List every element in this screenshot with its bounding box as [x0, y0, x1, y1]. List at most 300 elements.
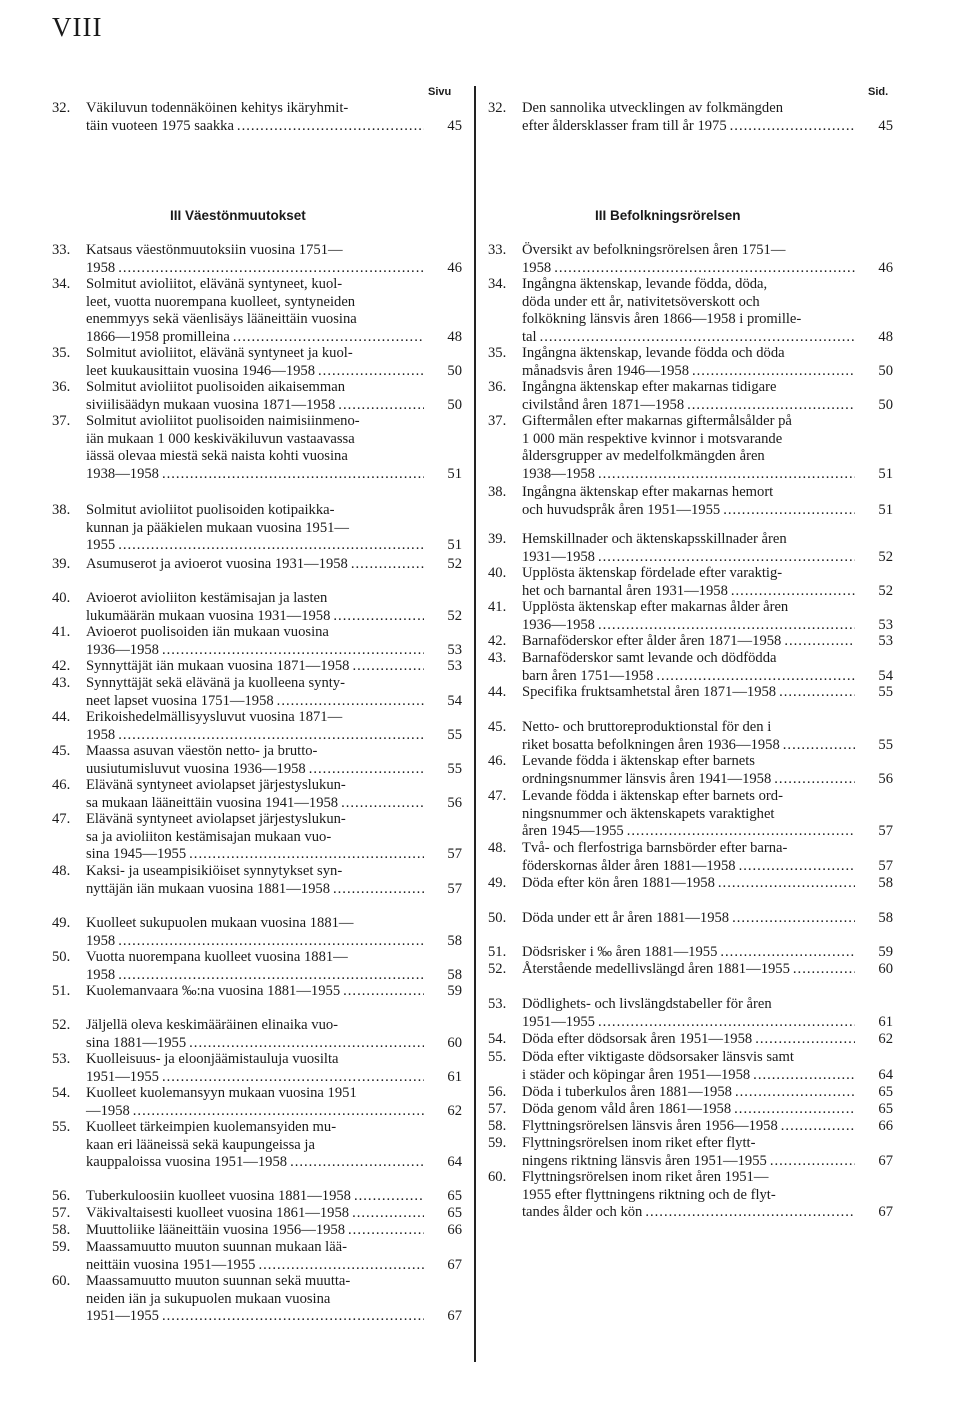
entry-title-line: neet lapset vuosina 1751—1958 [86, 692, 274, 709]
entry-page-number: 62 [447, 1102, 462, 1119]
dot-leader [732, 910, 855, 928]
entry-page-number: 67 [878, 1204, 893, 1220]
entry-title-line: iässä olevaa miestä sekä naista kohti vuosina [86, 448, 348, 464]
entry-number: 55. [52, 1119, 71, 1135]
toc-entry [52, 1239, 462, 1274]
dot-leader [554, 260, 855, 278]
entry-page-number: 59 [878, 944, 893, 960]
entry-page-number: 55 [878, 736, 893, 753]
dot-leader [133, 1103, 424, 1121]
entry-number: 47. [488, 788, 507, 804]
entry-page-number: 48 [447, 328, 462, 345]
entry-number: 36. [488, 379, 507, 395]
dot-leader [784, 633, 855, 651]
dot-leader [720, 944, 855, 962]
entry-title-line: Döda genom våld åren 1861—1958 [522, 1101, 732, 1117]
entry-page-number: 50 [878, 362, 893, 379]
entry-number: 37. [52, 413, 71, 429]
entry-title-line: Barnaföderskor efter ålder åren 1871—1958 [522, 633, 782, 649]
toc-entry [52, 811, 462, 864]
entry-title-line: Kuolleet sukupuolen mukaan vuosina 1881— [86, 915, 354, 931]
entry-number: 60. [52, 1273, 71, 1289]
toc-entry [488, 1169, 893, 1222]
entry-page-number: 64 [447, 1154, 462, 1170]
entry-title-line: Ingångna äktenskap efter makarnas hemort [522, 484, 774, 500]
entry-page-number: 58 [447, 932, 462, 949]
entry-title-line: tal [522, 328, 537, 345]
entry-number: 41. [488, 599, 507, 615]
toc-entry [488, 276, 893, 346]
entry-page-number: 57 [447, 880, 462, 897]
entry-title-line: Upplösta äktenskap efter makarnas ålder åren [522, 599, 789, 615]
entry-title-line: Specifika fruktsamhetstal åren 1871—1958 [522, 684, 777, 700]
dot-leader [341, 795, 424, 813]
entry-page-number: 53 [447, 658, 462, 674]
entry-title-line: Solmitut avioliitot, elävänä syntyneet, kuol- [86, 276, 343, 292]
entry-number: 34. [52, 276, 71, 292]
entry-title-line: och huvudspråk åren 1951—1955 [522, 501, 721, 518]
entry-page-number: 57 [878, 857, 893, 874]
toc-entry [488, 565, 893, 600]
entry-number: 51. [52, 983, 71, 999]
dot-leader [770, 1153, 855, 1171]
toc-entry [488, 753, 893, 788]
entry-title-line: Solmitut avioliitot puolisoiden kotipaikka- [86, 502, 335, 518]
entry-title-line: ordningsnummer länsvis åren 1941—1958 [522, 770, 772, 787]
entry-page-number: 57 [447, 846, 462, 862]
toc-entry [52, 863, 462, 898]
toc-entry [488, 1135, 893, 1170]
entry-page-number: 48 [878, 328, 893, 345]
entry-number: 50. [52, 949, 71, 965]
toc-entry [488, 875, 893, 893]
entry-page-number: 52 [878, 582, 893, 599]
entry-number: 57. [488, 1101, 507, 1117]
entry-number: 34. [488, 276, 507, 292]
entry-page-number: 67 [878, 1152, 893, 1169]
entry-title-line: —1958 [86, 1102, 130, 1119]
toc-entry [52, 1119, 462, 1172]
entry-title-line: Jäljellä oleva keskimääräinen elinaika vuo- [86, 1017, 339, 1033]
entry-title-line: 1951—1955 [86, 1308, 159, 1324]
entry-title-line: 1958 [86, 966, 116, 983]
toc-entry [52, 777, 462, 812]
dot-leader [774, 771, 855, 789]
entry-title-line: Döda efter viktigaste dödsorsaker länsvis samt [522, 1049, 794, 1065]
entry-title-line: i städer och köpingar åren 1951—1958 [522, 1066, 751, 1083]
dot-leader [233, 329, 424, 347]
entry-title-line: Upplösta äktenskap fördelade efter varaktig- [522, 565, 783, 581]
entry-number: 55. [488, 1049, 507, 1065]
dot-leader [598, 1014, 855, 1032]
dot-leader [118, 537, 424, 555]
entry-title-line: 1938—1958 [86, 465, 159, 482]
entry-title-line: Flyttningsrörelsen länsvis åren 1956—1958 [522, 1118, 778, 1134]
entry-number: 45. [52, 743, 71, 759]
dot-leader [258, 1257, 424, 1275]
entry-title-line: sina 1881—1955 [86, 1034, 187, 1051]
entry-number: 39. [52, 556, 71, 572]
entry-page-number: 55 [447, 760, 462, 777]
dot-leader [540, 329, 855, 347]
entry-title-line: sina 1945—1955 [86, 846, 187, 862]
entry-title-line: neiden iän ja sukupuolen mukaan vuosina [86, 1290, 331, 1307]
dot-leader [162, 1308, 424, 1326]
toc-entry [488, 1031, 893, 1049]
toc-entry [488, 1049, 893, 1084]
entry-title-line: Kuolleet kuolemansyyn mukaan vuosina 1951 [86, 1085, 357, 1101]
toc-entry [52, 949, 462, 984]
dot-leader [779, 684, 855, 702]
entry-title-line: siviilisäädyn mukaan vuosina 1871—1958 [86, 396, 336, 413]
entry-title-line: Katsaus väestönmuutoksiin vuosina 1751— [86, 242, 343, 258]
entry-title-line: Solmitut avioliitot puolisoiden naimisiinmeno- [86, 413, 360, 429]
entry-page-number: 65 [447, 1188, 462, 1204]
entry-title-line: tandes ålder och kön [522, 1204, 643, 1220]
dot-leader [118, 727, 424, 745]
dot-leader [118, 933, 424, 951]
entry-page-number: 50 [447, 396, 462, 413]
toc-entry [52, 1051, 462, 1086]
toc-entry [488, 719, 893, 754]
entry-page-number: 66 [878, 1118, 893, 1134]
entry-number: 48. [488, 840, 507, 856]
entry-page-number: 45 [447, 117, 462, 134]
entry-title-line: Hemskillnader och äktenskapsskillnader åren [522, 531, 787, 547]
entry-page-number: 66 [447, 1222, 462, 1238]
entry-title-line: Kuolemanvaara ‰:na vuosina 1881—1955 [86, 983, 341, 999]
entry-title-line: Flyttningsrörelsen inom riket efter flytt- [522, 1135, 756, 1151]
entry-page-number: 62 [878, 1031, 893, 1047]
dot-leader [162, 466, 424, 484]
dot-leader [783, 737, 855, 755]
entry-title-line: 1936—1958 [522, 616, 595, 633]
entry-title-line: riket bosatta befolkningen åren 1936—1958 [522, 736, 780, 753]
dot-leader [692, 363, 855, 381]
entry-title-line: leet, vuotta nuorempana kuolleet, syntyneiden [86, 293, 356, 310]
entry-title-line: döda under ett år, nativitetsöverskott och [522, 293, 760, 310]
entry-title-line: sa ja avioliiton kestämisajan mukaan vuo- [86, 828, 332, 845]
entry-page-number: 64 [878, 1066, 893, 1083]
entry-number: 33. [488, 242, 507, 258]
entry-title-line: Två- och flerfostriga barnsbörder efter barna- [522, 840, 788, 856]
entry-page-number: 52 [878, 548, 893, 565]
entry-title-line: Barnaföderskor samt levande och dödfödda [522, 650, 777, 666]
entry-number: 37. [488, 413, 507, 429]
entry-number: 51. [488, 944, 507, 960]
toc-entry [488, 684, 893, 702]
dot-leader [290, 1154, 424, 1172]
entry-page-number: 54 [447, 692, 462, 709]
toc-entry [52, 915, 462, 950]
toc-entry [488, 840, 893, 875]
entry-title-line: Solmitut avioliitot, elävänä syntyneet ja kuol- [86, 345, 353, 361]
entry-title-line: enemmyys sekä väenlisäys lääneittäin vuosina [86, 311, 357, 327]
entry-number: 42. [488, 633, 507, 649]
entry-title-line: 1938—1958 [522, 465, 595, 482]
toc-entry [52, 1273, 462, 1326]
entry-number: 35. [52, 345, 71, 361]
entry-title-line: Dödsrisker i ‰ åren 1881—1955 [522, 944, 718, 960]
dot-leader [118, 967, 424, 985]
entry-title-line: Maassamuutto muuton suunnan mukaan lää- [86, 1239, 348, 1255]
entry-page-number: 58 [447, 966, 462, 983]
entry-title-line: Avioerot avioliiton kestämisajan ja lasten [86, 590, 328, 606]
entry-title-line: Levande födda i äktenskap efter barnets [522, 753, 755, 769]
entry-page-number: 61 [878, 1013, 893, 1030]
entry-title-line: 1 000 män respektive kvinnor i motsvarande [522, 430, 783, 447]
toc-entry [488, 633, 893, 651]
entry-number: 44. [488, 684, 507, 700]
entry-title-line: åren 1945—1955 [522, 823, 624, 839]
entry-title-line: Dödlighets- och livslängdstabeller för åren [522, 996, 772, 1012]
entry-page-number: 57 [878, 823, 893, 839]
entry-title-line: 1951—1955 [86, 1068, 159, 1085]
dot-leader [656, 668, 855, 686]
entry-number: 33. [52, 242, 71, 258]
entry-page-number: 46 [878, 259, 893, 276]
dot-leader [739, 858, 855, 876]
dot-leader [734, 1101, 855, 1119]
entry-title-line: Asumuserot ja avioerot vuosina 1931—1958 [86, 556, 348, 572]
entry-title-line: Döda efter dödsorsak åren 1951—1958 [522, 1031, 753, 1047]
toc-entry [488, 413, 893, 483]
toc-entry [52, 242, 462, 277]
entry-number: 48. [52, 863, 71, 879]
entry-title-line: 1931—1958 [522, 548, 595, 565]
entry-number: 32. [52, 100, 71, 116]
dot-leader [718, 875, 855, 893]
entry-page-number: 55 [447, 726, 462, 743]
entry-title-line: Tuberkuloosiin kuolleet vuosina 1881—1958 [86, 1188, 351, 1204]
dot-leader [237, 118, 424, 136]
entry-number: 57. [52, 1205, 71, 1221]
dot-leader [318, 363, 424, 381]
dot-leader [351, 556, 424, 574]
entry-page-number: 50 [878, 396, 893, 413]
toc-entry [52, 379, 462, 414]
entry-number: 56. [488, 1084, 507, 1100]
entry-title-line: Kaksi- ja useampisikiöiset synnytykset syn- [86, 863, 343, 879]
entry-number: 59. [488, 1135, 507, 1151]
dot-leader [627, 823, 855, 841]
entry-title-line: föderskornas ålder åren 1881—1958 [522, 857, 736, 874]
toc-entry [488, 1118, 893, 1136]
toc-entry [52, 1188, 462, 1206]
entry-page-number: 51 [878, 465, 893, 482]
toc-entry [52, 1017, 462, 1052]
entry-title-line: månadsvis åren 1946—1958 [522, 362, 689, 379]
entry-title-line: Netto- och bruttoreproduktionstal för den i [522, 719, 772, 735]
dot-leader [277, 693, 424, 711]
entry-page-number: 51 [447, 465, 462, 482]
entry-title-line: Vuotta nuorempana kuolleet vuosina 1881— [86, 949, 348, 965]
entry-number: 52. [488, 961, 507, 977]
entry-number: 45. [488, 719, 507, 735]
dot-leader [343, 983, 424, 1001]
entry-title-line: Elävänä syntyneet aviolapset järjestyslukun- [86, 777, 346, 793]
toc-entry [52, 1085, 462, 1120]
entry-title-line: Ingångna äktenskap, levande födda, döda, [522, 276, 768, 292]
dot-leader [598, 549, 855, 567]
entry-number: 56. [52, 1188, 71, 1204]
toc-entry [488, 650, 893, 685]
entry-page-number: 52 [447, 607, 462, 624]
toc-entry [52, 743, 462, 778]
dot-leader [162, 642, 424, 660]
entry-title-line: neittäin vuosina 1951—1955 [86, 1256, 256, 1273]
dot-leader [309, 761, 424, 779]
page-column-header: Sid. [868, 86, 889, 98]
entry-title-line: Erikoishedelmällisyysluvut vuosina 1871— [86, 709, 343, 725]
toc-entry [488, 484, 893, 519]
entry-page-number: 45 [878, 117, 893, 134]
entry-number: 46. [52, 777, 71, 793]
dot-leader [118, 260, 424, 278]
entry-title-line: Muuttoliike lääneittäin vuosina 1956—1958 [86, 1222, 346, 1238]
entry-title-line: 1866—1958 promilleina [86, 328, 230, 345]
entry-page-number: 56 [878, 770, 893, 787]
entry-number: 41. [52, 624, 71, 640]
entry-page-number: 59 [447, 983, 462, 999]
entry-number: 35. [488, 345, 507, 361]
entry-title-line: barn åren 1751—1958 [522, 667, 654, 684]
section-title: III Väestönmuutokset [170, 208, 306, 223]
toc-entry-top [52, 100, 462, 135]
entry-title-line: Ingångna äktenskap, levande födda och döda [522, 345, 785, 361]
entry-page-number: 61 [447, 1068, 462, 1085]
dot-leader [352, 1205, 424, 1223]
entry-title-line: Kuolleet tärkeimpien kuolemansyiden mu- [86, 1119, 337, 1135]
entry-title-line: uusiutumisluvut vuosina 1936—1958 [86, 760, 306, 777]
entry-number: 44. [52, 709, 71, 725]
entry-title-line: kaan eri lääneissä sekä kaupungeissa ja [86, 1136, 315, 1153]
entry-number: 43. [52, 675, 71, 691]
entry-title-line: ningsnummer och äktenskapets varaktighet [522, 805, 775, 822]
toc-entry [488, 599, 893, 634]
toc-entry [52, 1205, 462, 1223]
dot-leader [333, 881, 424, 899]
toc-entry [52, 624, 462, 659]
entry-page-number: 67 [447, 1308, 462, 1324]
entry-title-line: iän mukaan 1 000 keskiväkiluvun vastaavassa [86, 430, 355, 447]
dot-leader [781, 1118, 855, 1136]
entry-page-number: 53 [447, 641, 462, 658]
toc-entry [52, 590, 462, 625]
toc-entry [488, 531, 893, 566]
entry-number: 42. [52, 658, 71, 674]
page-column-header: Sivu [428, 86, 452, 98]
toc-entry [488, 910, 893, 928]
entry-number: 36. [52, 379, 71, 395]
dot-leader [753, 1067, 855, 1085]
entry-number: 59. [52, 1239, 71, 1255]
entry-title-line: civilstånd åren 1871—1958 [522, 396, 685, 413]
entry-title-line: 1955 efter flyttningens riktning och de flyt- [522, 1186, 776, 1203]
toc-entry [52, 709, 462, 744]
entry-title-line: Döda under ett år åren 1881—1958 [522, 910, 730, 926]
entry-number: 32. [488, 100, 507, 116]
entry-title-line: 1958 [86, 259, 116, 276]
entry-title-line: Synnyttäjät iän mukaan vuosina 1871—1958 [86, 658, 350, 674]
entry-page-number: 50 [447, 362, 462, 379]
entry-page-number: 51 [878, 501, 893, 518]
toc-entry [488, 1084, 893, 1102]
section-title: III Befolkningsrörelsen [595, 208, 741, 223]
entry-title-line: 1958 [86, 932, 116, 949]
dot-leader [354, 1188, 424, 1206]
entry-title-line: kunnan ja pääkielen mukaan vuosina 1951— [86, 519, 350, 536]
entry-title-line: nyttäjän iän mukaan vuosina 1881—1958 [86, 880, 330, 897]
entry-number: 47. [52, 811, 71, 827]
entry-number: 39. [488, 531, 507, 547]
entry-number: 53. [52, 1051, 71, 1067]
toc-entry [52, 675, 462, 710]
toc-entry [52, 345, 462, 380]
entry-title-line: Väkiluvun todennäköinen kehitys ikäryhmit- [86, 100, 349, 116]
entry-title-line: Ingångna äktenskap efter makarnas tidigare [522, 379, 777, 395]
toc-entry [488, 996, 893, 1031]
toc-entry [488, 379, 893, 414]
dot-leader [687, 397, 855, 415]
entry-title-line: folkökning länsvis åren 1866—1958 i promille- [522, 311, 802, 327]
entry-number: 40. [52, 590, 71, 606]
entry-page-number: 55 [878, 684, 893, 700]
entry-page-number: 67 [447, 1256, 462, 1273]
entry-number: 46. [488, 753, 507, 769]
dot-leader [793, 961, 855, 979]
entry-number: 49. [488, 875, 507, 891]
dot-leader [598, 617, 855, 635]
toc-entry [52, 502, 462, 555]
entry-page-number: 46 [447, 259, 462, 276]
dot-leader [333, 608, 424, 626]
entry-title-line: Översikt av befolkningsrörelsen åren 1751— [522, 242, 786, 258]
entry-title-line: Avioerot puolisoiden iän mukaan vuosina [86, 624, 329, 640]
entry-page-number: 58 [878, 875, 893, 891]
entry-title-line: ningens riktning länsvis åren 1951—1955 [522, 1152, 767, 1169]
entry-title-line: kauppaloissa vuosina 1951—1958 [86, 1154, 288, 1170]
entry-title-line: het och barnantal åren 1931—1958 [522, 582, 728, 599]
entry-page-number: 60 [447, 1034, 462, 1051]
entry-number: 53. [488, 996, 507, 1012]
entry-number: 58. [488, 1118, 507, 1134]
dot-leader [162, 1069, 424, 1087]
entry-number: 40. [488, 565, 507, 581]
entry-title-line: Döda efter kön åren 1881—1958 [522, 875, 715, 891]
toc-entry [488, 788, 893, 841]
dot-leader [730, 118, 855, 136]
entry-number: 49. [52, 915, 71, 931]
toc-entry-top [488, 100, 893, 135]
entry-number: 50. [488, 910, 507, 926]
entry-title-line: 1958 [522, 259, 552, 276]
entry-title-line: 1951—1955 [522, 1013, 595, 1030]
entry-page-number: 65 [447, 1205, 462, 1221]
entry-number: 52. [52, 1017, 71, 1033]
column-divider [474, 86, 476, 1362]
entry-title-line: Flyttningsrörelsen inom riket åren 1951— [522, 1169, 769, 1185]
toc-entry [488, 961, 893, 979]
entry-title-line: Solmitut avioliitot puolisoiden aikaisemman [86, 379, 346, 395]
toc-entry [488, 944, 893, 962]
entry-title-line: Giftermålen efter makarnas giftermålsålder på [522, 413, 792, 429]
entry-page-number: 65 [878, 1101, 893, 1117]
dot-leader [189, 1035, 424, 1053]
toc-entry [52, 556, 462, 574]
dot-leader [338, 397, 424, 415]
entry-title-line: Maassa asuvan väestön netto- ja brutto- [86, 743, 318, 759]
